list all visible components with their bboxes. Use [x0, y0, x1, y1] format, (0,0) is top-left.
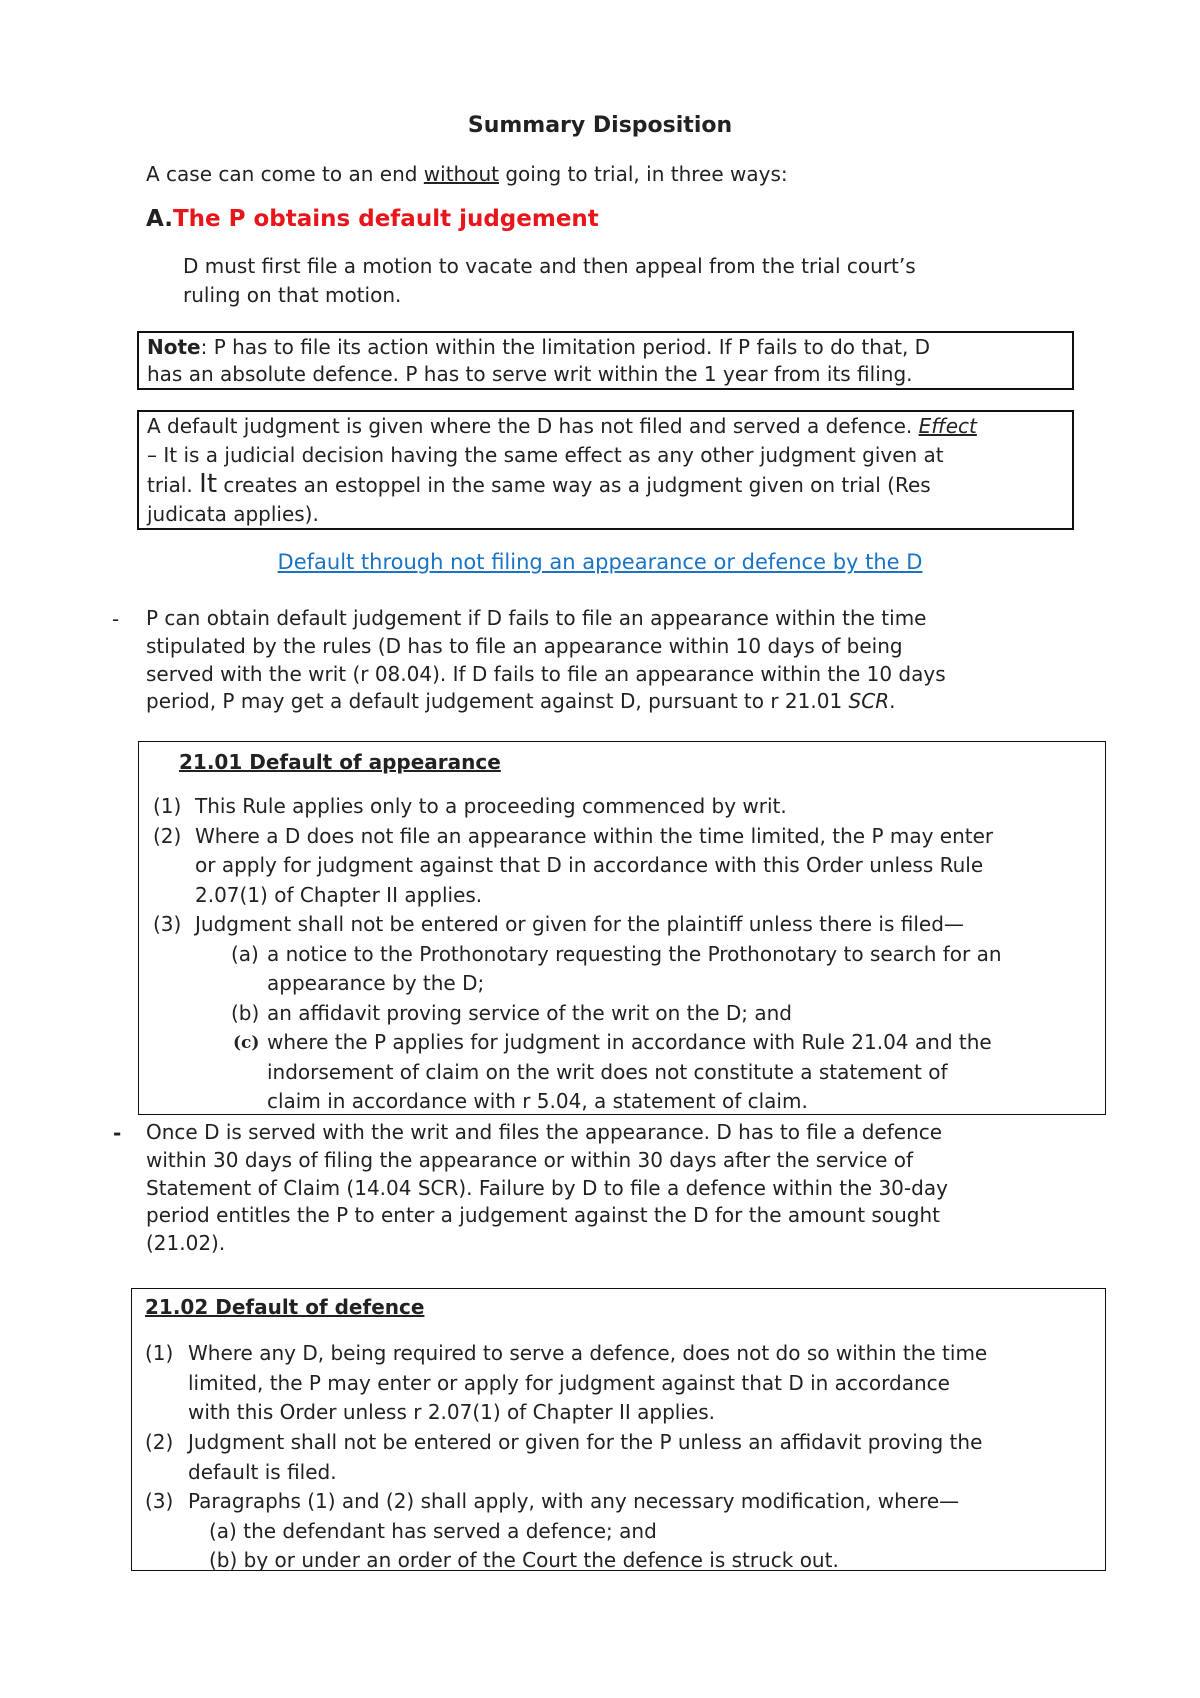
rule-subitem-line: appearance by the D;	[267, 971, 485, 995]
bullet-line: period entitles the P to enter a judgement against the D for the amount sought	[146, 1203, 940, 1228]
section-a-letter: A.	[146, 206, 173, 232]
section-subheading: Default through not filing an appearance or defence by the D	[277, 550, 923, 574]
rule-item	[195, 792, 787, 822]
bullet-dash: -	[112, 607, 120, 631]
rule-21-01-heading: 21.01 Default of appearance	[179, 750, 501, 774]
rule-subitem-letter: (a)	[209, 1519, 237, 1543]
rule-subitem-line: where the P applies for judgment in accordance with Rule 21.04 and the	[267, 1030, 992, 1054]
rule-21-01-box	[138, 741, 1106, 1115]
rule-subitem-line: by or under an order of the Court the defence is struck out.	[243, 1548, 839, 1571]
rule-item-number: (2)	[145, 1430, 174, 1454]
default-line-3-after: creates an estoppel in the same way as a judgment given on trial (Res	[217, 473, 931, 497]
rule-item-line: Where any D, being required to serve a defence, does not do so within the time	[188, 1341, 988, 1365]
bullet-line: stipulated by the rules (D has to file an appearance within 10 days of being	[146, 633, 903, 658]
paragraph-line: D must first file a motion to vacate and then appeal from the trial court’s	[183, 254, 916, 278]
rule-item-line: Judgment shall not be entered or given for the plaintiff unless there is filed—	[195, 912, 964, 936]
bullet-line: period, P may get a default judgement against D, pursuant to r 21.01	[146, 689, 849, 714]
rule-subitem-line: indorsement of claim on the writ does not constitute a statement of	[267, 1059, 948, 1084]
rule-item	[188, 1487, 959, 1517]
default-line-4: judicata applies).	[147, 502, 319, 526]
rule-subitem	[209, 1546, 839, 1571]
rule-item-line: Paragraphs (1) and (2) shall apply, with any necessary modification, where—	[188, 1489, 960, 1513]
rule-item-number: (1)	[145, 1341, 174, 1365]
rule-subitem-letter: (b)	[209, 1548, 238, 1571]
rule-21-02-heading: 21.02 Default of defence	[145, 1295, 425, 1319]
note-box	[137, 331, 1074, 390]
rule-subitem-letter: (a)	[231, 941, 259, 966]
rule-item	[195, 910, 964, 940]
rule-item-line: with this Order unless r 2.07(1) of Chapter II applies.	[188, 1400, 715, 1424]
scr-abbrev: SCR	[848, 689, 890, 714]
rule-item-line: default is filed.	[188, 1459, 337, 1484]
bullet-dash: -	[113, 1121, 122, 1145]
rule-item-number: (3)	[153, 912, 182, 936]
rule-subitem-line: claim in accordance with r 5.04, a statement of claim.	[267, 1089, 808, 1113]
rule-subitem-line: a notice to the Prothonotary requesting the Prothonotary to search for an	[267, 941, 1002, 966]
rule-subitem	[209, 1517, 657, 1547]
rule-item-line: 2.07(1) of Chapter II applies.	[195, 882, 483, 907]
intro-text	[146, 160, 788, 188]
intro-after: going to trial, in three ways:	[498, 162, 788, 186]
default-line-2: – It is a judicial decision having the same effect as any other judgment given at	[147, 443, 944, 467]
rule-item-line: Where a D does not file an appearance within the time limited, the P may enter	[195, 823, 994, 848]
rule-subitem	[267, 1028, 992, 1115]
bullet-1	[146, 605, 946, 716]
page-title: Summary Disposition	[467, 113, 733, 138]
bullet-line: Statement of Claim (14.04 SCR). Failure by D to file a defence within the 30-day	[146, 1175, 948, 1200]
rule-item	[195, 822, 993, 911]
rule-item-number: (3)	[145, 1489, 174, 1513]
rule-subitem	[267, 999, 792, 1029]
bullet-line: within 30 days of filing the appearance or within 30 days after the service of	[146, 1147, 914, 1172]
rule-item	[188, 1339, 987, 1428]
intro-underlined: without	[423, 162, 499, 186]
rule-item-line: or apply for judgment against that D in accordance with this Order unless Rule	[195, 853, 984, 877]
rule-item-number: (2)	[153, 823, 182, 848]
bullet-period: .	[889, 689, 896, 714]
bullet-line: P can obtain default judgement if D fails to file an appearance within the time	[146, 606, 927, 630]
intro-before: A case can come to an end	[146, 162, 424, 186]
bullet-line: Once D is served with the writ and files the appearance. D has to file a defence	[146, 1120, 943, 1144]
rule-21-02-box	[131, 1288, 1106, 1571]
default-line-1: A default judgment is given where the D has not filed and served a defence.	[147, 414, 919, 438]
paragraph-line: ruling on that motion.	[183, 283, 402, 307]
note-label: Note	[147, 335, 201, 359]
default-line-3-before: trial.	[147, 473, 200, 497]
rule-subitem-line: an affidavit proving service of the writ on the D; and	[267, 1000, 792, 1025]
rule-item-line: limited, the P may enter or apply for judgment against that D in accordance	[188, 1370, 950, 1395]
rule-item-line: Judgment shall not be entered or given for the P unless an affidavit proving the	[188, 1430, 983, 1454]
bullet-line: served with the writ (r 08.04). If D fails to file an appearance within the 10 days	[146, 661, 946, 686]
rule-subitem-line: the defendant has served a defence; and	[243, 1519, 657, 1543]
bullet-line: (21.02).	[146, 1231, 226, 1256]
default-judgment-box	[137, 410, 1074, 530]
rule-subitem-letter: (b)	[231, 1000, 260, 1025]
effect-word: Effect	[918, 414, 977, 438]
rule-item-number: (1)	[153, 794, 182, 818]
default-line-3-big: It	[199, 469, 218, 499]
section-a-title: The P obtains default judgement	[172, 206, 599, 232]
section-a-heading	[146, 204, 599, 234]
note-line-1: : P has to file its action within the limitation period. If P fails to do that, D	[200, 335, 931, 359]
rule-item-line: This Rule applies only to a proceeding commenced by writ.	[195, 794, 787, 818]
rule-item	[188, 1428, 982, 1487]
bullet-2	[146, 1119, 948, 1258]
section-a-paragraph	[183, 252, 916, 310]
note-line-2: has an absolute defence. P has to serve writ within the 1 year from its filing.	[147, 362, 913, 386]
rule-subitem-letter: (c)	[233, 1033, 260, 1053]
rule-subitem	[267, 940, 1002, 999]
